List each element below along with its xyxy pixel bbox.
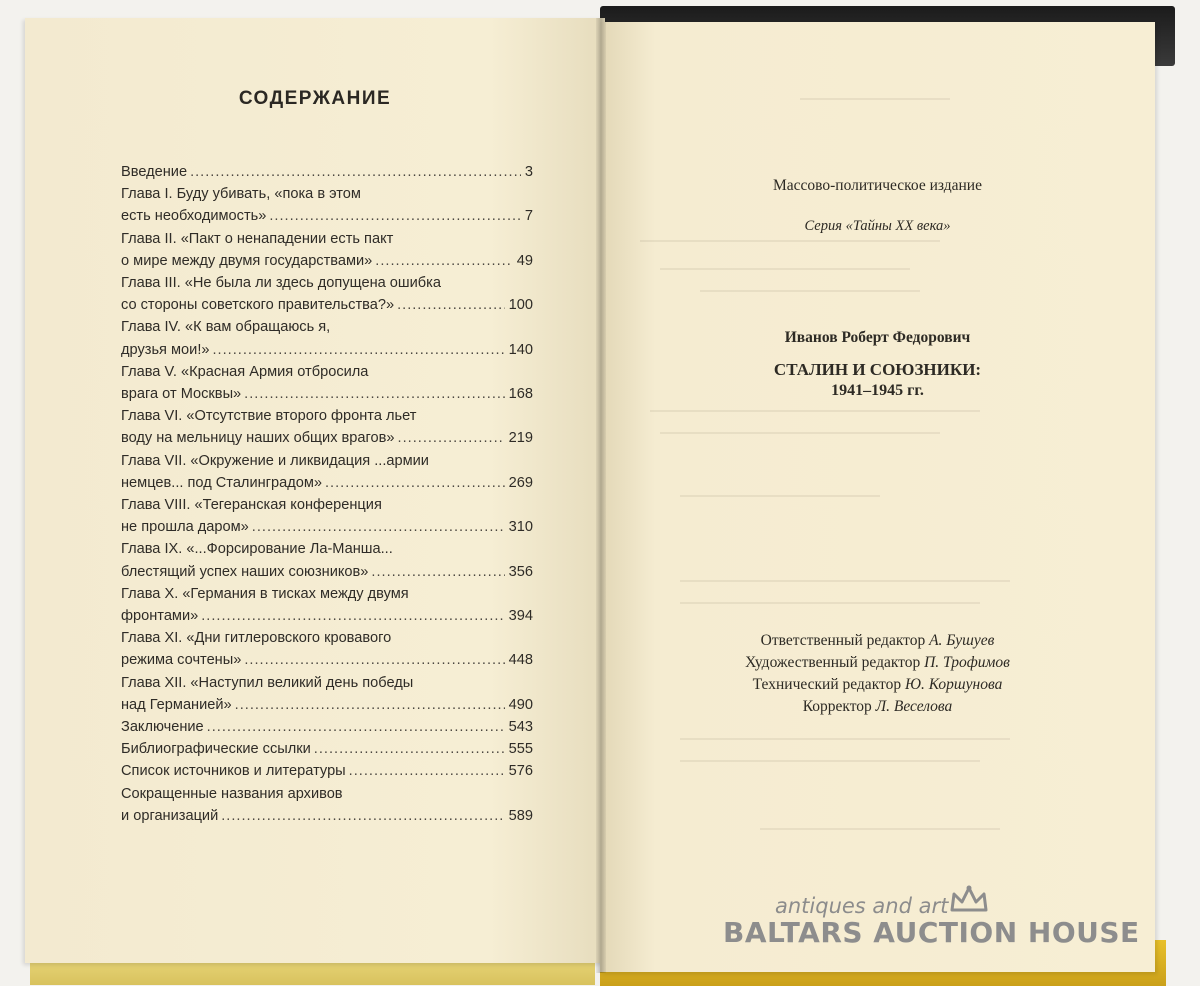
credit-name: П. Трофимов	[924, 654, 1010, 671]
toc-page-number: 589	[508, 807, 533, 824]
toc-entry	[121, 405, 533, 449]
toc-entry-text: фронтами»	[121, 608, 199, 625]
crown-icon	[948, 884, 990, 916]
toc-entry	[121, 316, 533, 360]
toc-entry-line	[121, 627, 533, 649]
credit-role: Корректор	[802, 698, 872, 715]
series-name: Серия «Тайны XX века»	[804, 218, 951, 234]
toc-page-number: 49	[516, 252, 533, 269]
book-years: 1941–1945 гг.	[831, 382, 924, 399]
toc-page-number: 576	[508, 763, 533, 780]
author-name: Иванов Роберт Федорович	[784, 329, 971, 346]
toc-leader-dots	[349, 760, 505, 782]
toc-leader-dots	[190, 161, 521, 183]
toc-entry-line	[121, 316, 533, 338]
toc-entry-text: Глава II. «Пакт о ненападении есть пакт	[121, 230, 394, 247]
toc-heading: СОДЕРЖАНИЕ	[238, 88, 392, 109]
toc-entry	[121, 760, 533, 782]
credit-row	[600, 674, 1155, 696]
toc-entry-line	[121, 583, 533, 605]
credit-name: Ю. Коршунова	[904, 676, 1003, 693]
toc-page-number: 356	[508, 563, 533, 580]
credit-role: Ответственный редактор	[760, 632, 926, 649]
toc-entry	[121, 672, 533, 716]
toc-entry-line	[121, 183, 533, 205]
toc-entry-line-with-page	[121, 805, 533, 827]
toc-entry	[121, 738, 533, 760]
toc-entry-line-with-page	[121, 339, 533, 361]
toc-leader-dots	[221, 805, 504, 827]
toc-entry	[121, 783, 533, 827]
toc-entry-line	[121, 494, 533, 516]
toc-entry-line-with-page	[121, 738, 533, 760]
toc-entry-text: над Германией»	[121, 696, 232, 713]
toc-entry-line-with-page	[121, 383, 533, 405]
toc-entry-text: Глава IV. «К вам обращаюсь я,	[121, 319, 331, 336]
toc-page-number: 394	[508, 608, 533, 625]
toc-page-number: 7	[524, 208, 533, 225]
toc-entry-text: Заключение	[121, 719, 204, 736]
toc-entry	[121, 272, 533, 316]
toc-leader-dots	[201, 605, 504, 627]
table-of-contents	[121, 161, 533, 827]
toc-entry	[121, 538, 533, 582]
toc-entry-line-with-page	[121, 294, 533, 316]
toc-page-number: 3	[524, 164, 533, 180]
toc-entry-text: Глава XII. «Наступил великий день победы	[121, 674, 414, 691]
toc-entry-text: режима сочтены»	[121, 652, 242, 669]
toc-entry-text: Список источников и литературы	[121, 763, 346, 780]
toc-entry-text: Глава I. Буду убивать, «пока в этом	[121, 186, 361, 203]
toc-entry-text: Глава III. «Не была ли здесь допущена ошибка	[121, 275, 441, 292]
toc-entry-text: немцев... под Сталинградом»	[121, 474, 322, 491]
credit-row	[600, 696, 1155, 718]
toc-leader-dots	[207, 716, 505, 738]
toc-entry-text: Сокращенные названия архивов	[121, 785, 343, 802]
toc-entry-line	[121, 450, 533, 472]
toc-leader-dots	[252, 516, 505, 538]
book-gutter	[596, 18, 606, 973]
editorial-credits	[600, 630, 1155, 718]
toc-entry	[121, 494, 533, 538]
toc-entry-text: Глава V. «Красная Армия отбросила	[121, 363, 369, 380]
toc-entry-line-with-page	[121, 649, 533, 671]
toc-leader-dots	[325, 472, 505, 494]
toc-entry-text: Глава VI. «Отсутствие второго фронта льет	[121, 408, 417, 425]
toc-leader-dots	[244, 649, 504, 671]
toc-entry	[121, 228, 533, 272]
toc-entry-line-with-page	[121, 716, 533, 738]
toc-page-number: 543	[508, 719, 533, 736]
toc-entry-line	[121, 783, 533, 805]
toc-entry-text: Глава VIII. «Тегеранская конференция	[121, 497, 382, 514]
toc-entry	[121, 183, 533, 227]
toc-entry-text: Глава XI. «Дни гитлеровского кровавого	[121, 630, 392, 647]
toc-entry-line	[121, 272, 533, 294]
toc-entry-text: о мире между двумя государствами»	[121, 252, 373, 269]
toc-entry-line-with-page	[121, 605, 533, 627]
toc-entry-text: и организаций	[121, 807, 219, 824]
toc-page-number: 555	[508, 741, 533, 758]
watermark-brand: BALTARS AUCTION HOUSE	[723, 916, 1140, 949]
toc-leader-dots	[213, 339, 505, 361]
toc-entry-text: Глава IX. «...Форсирование Ла-Манша...	[121, 541, 393, 558]
watermark-tagline: antiques and art	[775, 894, 949, 918]
toc-entry-text: друзья мои!»	[121, 341, 210, 358]
toc-page-number: 168	[508, 386, 533, 403]
toc-entry	[121, 583, 533, 627]
toc-page-number: 310	[508, 519, 533, 536]
toc-entry-line-with-page	[121, 472, 533, 494]
toc-entry-line-with-page	[121, 694, 533, 716]
toc-entry-line-with-page	[121, 561, 533, 583]
toc-entry-text: со стороны советского правительства?»	[121, 297, 395, 314]
toc-entry	[121, 161, 533, 183]
toc-leader-dots	[375, 250, 512, 272]
toc-page-number: 140	[508, 341, 533, 358]
toc-entry	[121, 361, 533, 405]
toc-entry	[121, 450, 533, 494]
toc-entry-line	[121, 538, 533, 560]
credit-role: Художественный редактор	[745, 654, 921, 671]
toc-leader-dots	[398, 427, 505, 449]
toc-entry-text: Глава VII. «Окружение и ликвидация ...армии	[121, 452, 429, 469]
toc-page-number: 490	[508, 696, 533, 713]
toc-entry-line-with-page	[121, 161, 533, 183]
edition-type: Массово-политическое издание	[773, 177, 982, 194]
toc-leader-dots	[397, 294, 505, 316]
toc-leader-dots	[244, 383, 504, 405]
credit-name: Л. Веселова	[875, 698, 953, 715]
toc-page-number: 269	[508, 474, 533, 491]
toc-entry-text: Введение	[121, 164, 188, 180]
toc-entry	[121, 716, 533, 738]
toc-leader-dots	[235, 694, 505, 716]
toc-entry-line	[121, 361, 533, 383]
book-title: СТАЛИН И СОЮЗНИКИ:	[773, 360, 982, 379]
toc-entry-text: Глава X. «Германия в тисках между двумя	[121, 585, 409, 602]
toc-entry-line	[121, 672, 533, 694]
toc-entry-text: Библиографические ссылки	[121, 741, 311, 758]
toc-entry-line	[121, 405, 533, 427]
toc-page-number: 100	[508, 297, 533, 314]
toc-entry-line-with-page	[121, 205, 533, 227]
toc-entry-text: не прошла даром»	[121, 519, 249, 536]
credit-row	[600, 630, 1155, 652]
credit-role: Технический редактор	[752, 676, 902, 693]
toc-entry-line-with-page	[121, 250, 533, 272]
credit-row	[600, 652, 1155, 674]
toc-page-number: 448	[508, 652, 533, 669]
toc-entry-text: есть необходимость»	[121, 208, 267, 225]
toc-entry-text: воду на мельницу наших общих врагов»	[121, 430, 395, 447]
toc-page-number: 219	[508, 430, 533, 447]
toc-entry-line-with-page	[121, 760, 533, 782]
toc-entry-line-with-page	[121, 516, 533, 538]
toc-leader-dots	[269, 205, 521, 227]
toc-entry-line-with-page	[121, 427, 533, 449]
toc-leader-dots	[371, 561, 504, 583]
credit-name: А. Бушуев	[929, 632, 995, 649]
toc-entry-text: врага от Москвы»	[121, 386, 242, 403]
toc-entry-line	[121, 228, 533, 250]
toc-entry-text: блестящий успех наших союзников»	[121, 563, 369, 580]
right-page	[600, 22, 1155, 972]
toc-leader-dots	[314, 738, 505, 760]
toc-entry	[121, 627, 533, 671]
